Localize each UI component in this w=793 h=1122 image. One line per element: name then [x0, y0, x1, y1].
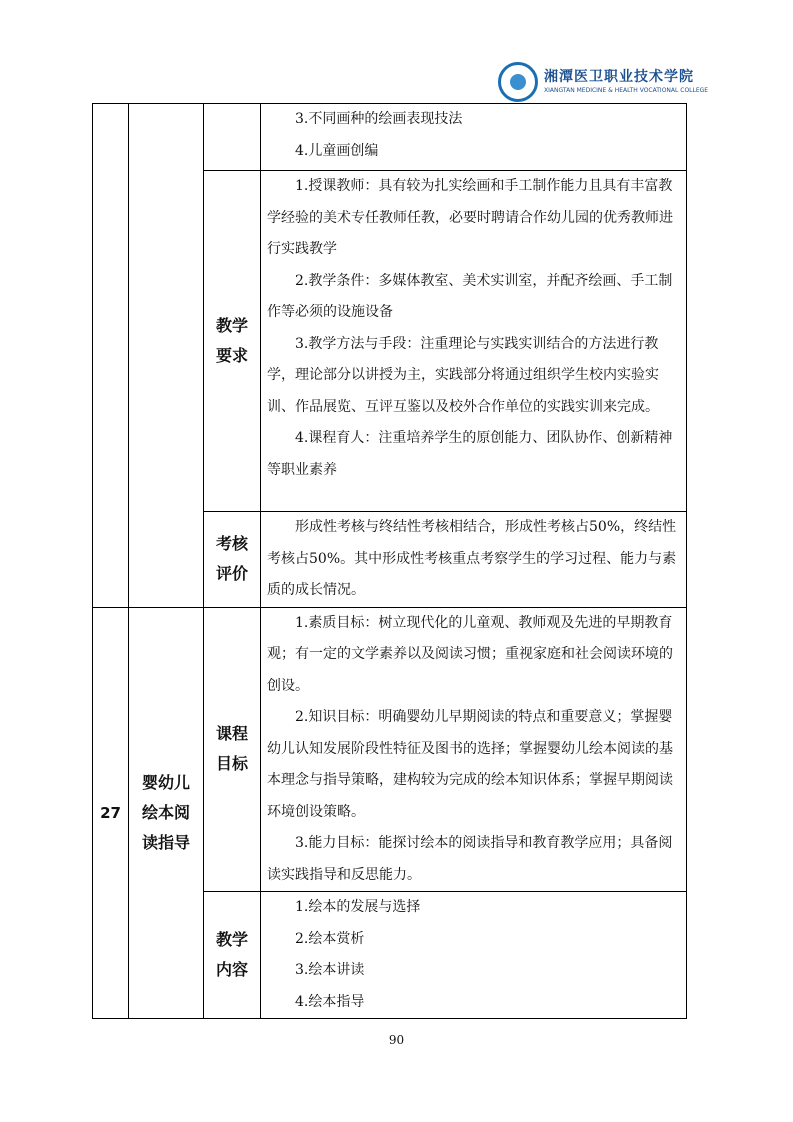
paragraph: 形成性考核与终结性考核相结合，形成性考核占50%，终结性考核占50%。其中形成性考核重点考察学生的学习过程、能力与素质的成长情况。 [267, 519, 677, 598]
list-item: 3.绘本讲读 [295, 962, 365, 978]
table-row [93, 607, 687, 892]
table-row [93, 104, 687, 171]
teaching-content-cell [261, 892, 687, 1019]
objectives-label: 课程目标 [204, 607, 261, 892]
logo-emblem-icon [498, 62, 538, 102]
paragraph: 1.素质目标：树立现代化的儿童观、教师观及先进的早期教育观；有一定的文学素养以及阅读习惯；重视家庭和社会阅读环境的创设。 [267, 614, 673, 694]
list-item: 1.绘本的发展与选择 [295, 899, 421, 915]
course-table [92, 103, 687, 1019]
list-item: 3.不同画种的绘画表现技法 [295, 111, 463, 127]
college-logo [498, 62, 709, 104]
course-name: 婴幼儿绘本阅读指导 [129, 607, 204, 1019]
paragraph: 3.教学方法与手段：注重理论与实践实训结合的方法进行教学，理论部分以讲授为主，实践部分将通过组织学生校内实验实训、作品展览、互评互鉴以及校外合作单位的实践实训来完成。 [267, 335, 659, 415]
list-item: 4.绘本指导 [295, 993, 365, 1010]
list-item: 4.儿童画创编 [295, 142, 379, 159]
teaching-requirements-cell [261, 171, 687, 512]
teaching-content-label: 教学内容 [204, 892, 261, 1019]
logo-name-cn: 湘潭医卫职业技术学院 [544, 69, 694, 85]
assessment-label: 考核评价 [204, 512, 261, 608]
paragraph: 3.能力目标：能探讨绘本的阅读指导和教育教学应用；具备阅读实践指导和反思能力。 [267, 835, 673, 883]
paragraph: 2.知识目标：明确婴幼儿早期阅读的特点和重要意义；掌握婴幼儿认知发展阶段性特征及图书的选择；掌握婴幼儿绘本阅读的基本理念与指导策略，建构较为完成的绘本知识体系；掌握早期阅读环境创设策略。 [267, 709, 673, 820]
page-number: 90 [388, 1033, 405, 1047]
paragraph: 4.课程育人：注重培养学生的原创能力、团队协作、创新精神等职业素养 [267, 430, 673, 478]
teaching-requirements-label: 教学要求 [204, 171, 261, 512]
continued-content-cell [261, 104, 687, 171]
objectives-cell [261, 607, 687, 892]
course-number: 27 [93, 607, 129, 1019]
list-item: 2.绘本赏析 [295, 930, 365, 947]
paragraph: 1.授课教师：具有较为扎实绘画和手工制作能力且具有丰富教学经验的美术专任教师任教，必要时聘请合作幼儿园的优秀教师进行实践教学 [267, 178, 673, 257]
logo-name-en: XIANGTAN MEDICINE & HEALTH VOCATIONAL COLLEGE [544, 87, 709, 94]
paragraph: 2.教学条件：多媒体教室、美术实训室，并配齐绘画、手工制作等必须的设施设备 [267, 272, 673, 320]
assessment-cell [261, 512, 687, 608]
